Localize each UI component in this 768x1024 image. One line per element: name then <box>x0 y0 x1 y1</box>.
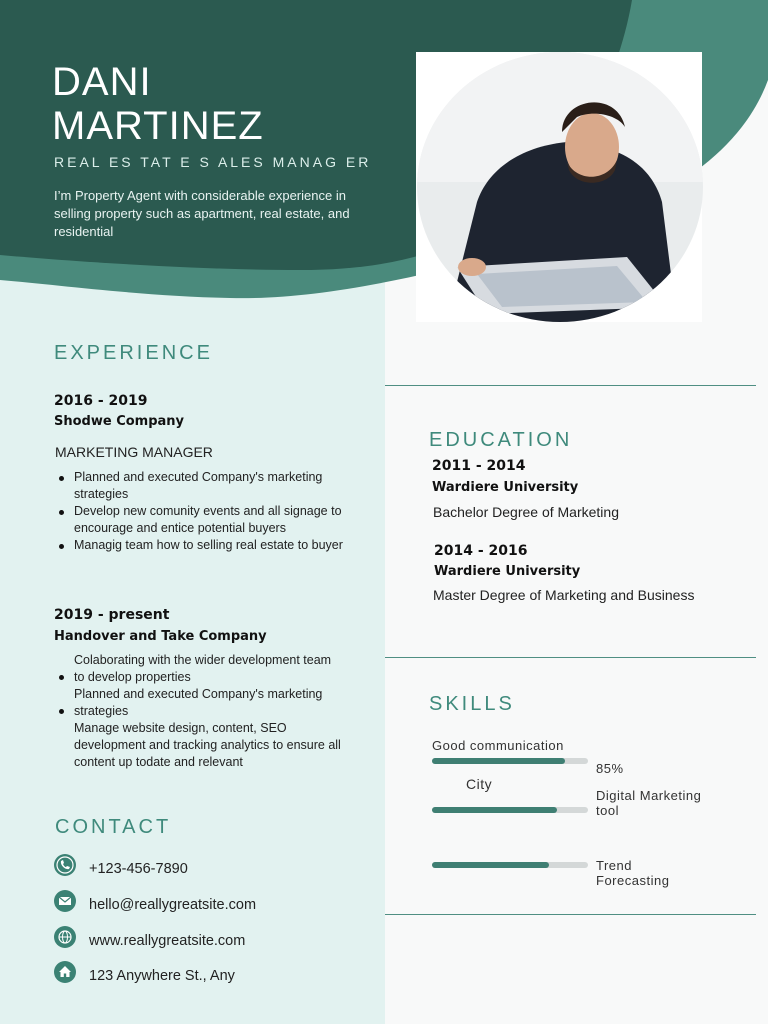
skill-1-label: Good communication <box>432 738 564 753</box>
list-item: Colaborating with the wider development team to develop properties <box>54 652 344 686</box>
skill-1-fill <box>432 758 565 764</box>
contact-heading: CONTACT <box>55 816 172 838</box>
divider <box>385 914 756 915</box>
skill-percent: 85% <box>596 761 624 776</box>
skill-2-fill <box>432 807 557 813</box>
home-icon <box>54 961 76 983</box>
edu-2-years: 2014 - 2016 <box>434 543 528 559</box>
job-1-role: MARKETING MANAGER <box>55 444 213 460</box>
skills-heading: SKILLS <box>429 693 515 715</box>
skill-3-label: Trend Forecasting <box>596 858 670 888</box>
skill-2-bar <box>432 807 588 813</box>
job-title: REAL ES TAT E S ALES MANAG ER <box>54 154 372 170</box>
intro-text: I’m Property Agent with considerable experience in selling property such as apartment, real estate, and residential <box>54 188 350 239</box>
job-1-years: 2016 - 2019 <box>54 393 148 409</box>
skill-3-bar <box>432 862 588 868</box>
globe-icon <box>54 926 76 948</box>
job-2-years: 2019 - present <box>54 607 170 623</box>
divider <box>385 385 756 386</box>
list-item: Planned and executed Company's marketing strategies <box>54 686 344 720</box>
edu-2-degree: Master Degree of Marketing and Business <box>433 587 695 603</box>
person-name: DANI MARTINEZ <box>52 60 264 148</box>
stray-text: City <box>466 776 493 792</box>
education-heading: EDUCATION <box>429 429 573 451</box>
list-item: Planned and executed Company's marketing strategies <box>54 469 344 503</box>
skill-2-label: Digital Marketing tool <box>596 788 702 818</box>
skill-1-bar <box>432 758 588 764</box>
list-item: Managig team how to selling real estate to buyer <box>54 537 344 554</box>
skill-3-fill <box>432 862 549 868</box>
edu-1-years: 2011 - 2014 <box>432 458 526 474</box>
job-1-bullets <box>54 469 344 554</box>
phone-icon <box>54 854 76 876</box>
experience-heading: EXPERIENCE <box>54 342 213 364</box>
job-2-bullets <box>54 652 344 771</box>
divider <box>385 657 756 658</box>
profile-photo <box>417 52 703 322</box>
list-item: Manage website design, content, SEO development and tracking analytics to ensure all content up todate and relevant <box>74 721 341 769</box>
mail-icon <box>54 890 76 912</box>
list-item: Develop new comunity events and all signage to encourage and entice potential buyers <box>54 503 344 537</box>
edu-2-school: Wardiere University <box>434 564 581 579</box>
edu-1-degree: Bachelor Degree of Marketing <box>433 504 619 520</box>
job-1-company: Shodwe Company <box>54 414 185 429</box>
job-2-company: Handover and Take Company <box>54 629 267 644</box>
edu-1-school: Wardiere University <box>432 480 579 495</box>
